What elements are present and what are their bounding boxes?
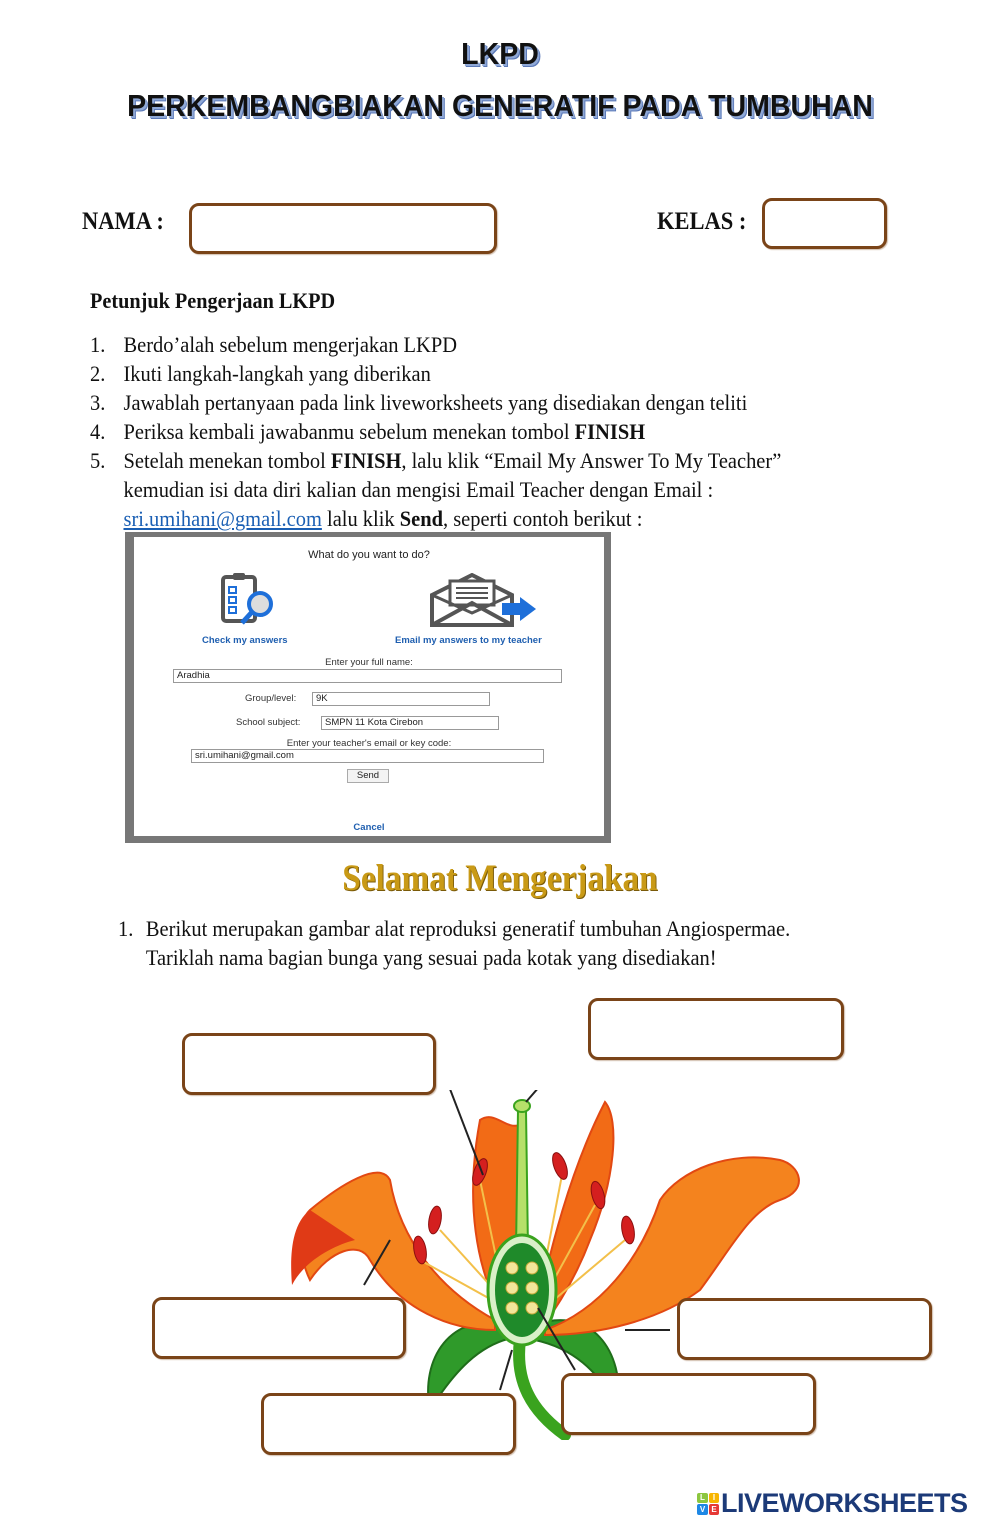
answer-input[interactable] — [155, 1300, 403, 1356]
answer-input[interactable] — [680, 1301, 929, 1357]
email-my-answers-option: Email my answers to my teacher — [395, 635, 542, 646]
pistil-style — [516, 1110, 528, 1250]
teacher-email-link[interactable]: sri.umihani@gmail.com — [123, 506, 322, 531]
answer-box-mid-right[interactable] — [677, 1298, 932, 1360]
answer-box-top-right[interactable] — [588, 998, 844, 1060]
name-field[interactable] — [189, 203, 497, 254]
ovary-inner — [495, 1243, 549, 1337]
class-input[interactable] — [765, 201, 884, 246]
full-name-input: Aradhia — [173, 669, 562, 683]
answer-input[interactable] — [591, 1001, 841, 1057]
answer-box-mid-left[interactable] — [152, 1297, 406, 1359]
instructions-list — [90, 330, 853, 533]
live-logo-icon: L I V E — [697, 1493, 719, 1515]
instruction-item: 3. Jawablah pertanyaan pada link liveworksheets yang disediakan dengan teliti — [90, 390, 748, 415]
answer-box-bottom-left[interactable] — [261, 1393, 516, 1455]
answer-input[interactable] — [185, 1036, 433, 1092]
answer-input[interactable] — [264, 1396, 513, 1452]
check-answers-icon — [220, 571, 290, 631]
answer-input[interactable] — [564, 1376, 813, 1432]
worksheet-subtitle: PERKEMBANGBIAKAN GENERATIF PADA TUMBUHAN — [127, 88, 873, 123]
stigma — [514, 1100, 530, 1112]
group-level-input: 9K — [312, 692, 490, 706]
answer-box-top-left[interactable] — [182, 1033, 436, 1095]
instruction-item: 1. Berdo’alah sebelum mengerjakan LKPD — [90, 332, 457, 357]
school-subject-label: School subject: — [236, 717, 301, 728]
example-dialog — [134, 537, 604, 836]
class-label: KELAS : — [657, 208, 747, 235]
cancel-link: Cancel — [353, 822, 385, 833]
full-name-label: Enter your full name: — [325, 657, 413, 668]
answer-box-bottom-right[interactable] — [561, 1373, 816, 1435]
school-subject-input: SMPN 11 Kota Cirebon — [321, 716, 499, 730]
check-my-answers-option: Check my answers — [202, 635, 288, 646]
email-teacher-icon — [428, 573, 548, 629]
liveworksheets-logo — [697, 1488, 968, 1519]
brand-name: LIVEWORKSHEETS — [721, 1488, 968, 1518]
worksheet-title: LKPD — [461, 36, 539, 71]
send-button: Send — [347, 769, 389, 783]
instruction-item: 5. Setelah menekan tombol FINISH, lalu klik “Email My Answer To My Teacher” kemudian isi data diri kalian dan mengisi Email Teacher dengan Email : sri.umihani@gmail.com lalu klik Send, seperti contoh berikut : — [90, 448, 782, 531]
instructions-title: Petunjuk Pengerjaan LKPD — [90, 288, 336, 313]
greeting-heading: Selamat Mengerjakan — [342, 858, 658, 899]
instruction-item: 2. Ikuti langkah-langkah yang diberikan — [90, 361, 431, 386]
dialog-title: What do you want to do? — [308, 549, 430, 561]
teacher-email-input: sri.umihani@gmail.com — [191, 749, 544, 763]
example-dialog-screenshot — [125, 532, 611, 843]
name-input[interactable] — [192, 206, 494, 251]
teacher-email-label: Enter your teacher's email or key code: — [286, 738, 452, 749]
name-label: NAMA : — [82, 208, 164, 235]
stem — [519, 1340, 565, 1435]
class-field[interactable] — [762, 198, 887, 249]
instruction-item: 4. Periksa kembali jawabanmu sebelum menekan tombol FINISH — [90, 419, 646, 444]
group-level-label: Group/level: — [245, 693, 297, 704]
question-1: 1. Berikut merupakan gambar alat reproduksi generatif tumbuhan Angiospermae. Tariklah nama bagian bunga yang sesuai pada kotak yang disediakan! — [118, 916, 791, 970]
